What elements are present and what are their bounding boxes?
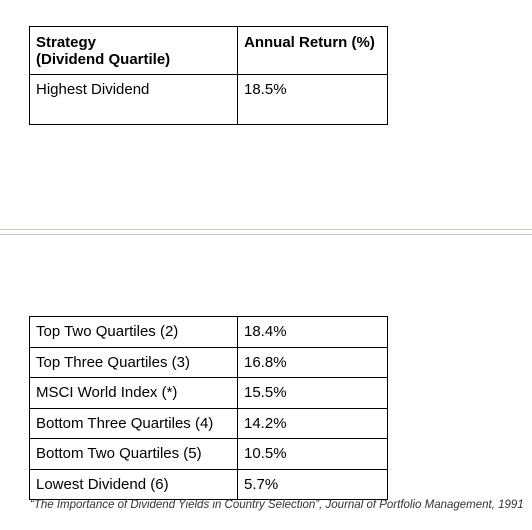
- strategy-cell: Highest Dividend: [30, 75, 238, 125]
- strategy-cell: MSCI World Index (*): [30, 378, 238, 409]
- table-row: [30, 378, 388, 409]
- returns-table-top: [29, 26, 388, 125]
- strategy-cell: Top Two Quartiles (2): [30, 317, 238, 348]
- table-row: [30, 317, 388, 348]
- return-cell: 5.7%: [238, 469, 388, 500]
- returns-table-bottom: [29, 316, 388, 500]
- strategy-cell: Top Three Quartiles (3): [30, 347, 238, 378]
- header-strategy-line2: (Dividend Quartile): [36, 51, 171, 68]
- return-cell: 15.5%: [238, 378, 388, 409]
- table-row: [30, 439, 388, 470]
- strategy-cell: Bottom Three Quartiles (4): [30, 408, 238, 439]
- return-cell: 18.4%: [238, 317, 388, 348]
- source-citation: “The Importance of Dividend Yields in Country Selection”, Journal of Portfolio Management, 1991: [30, 499, 524, 511]
- return-cell: 14.2%: [238, 408, 388, 439]
- header-strategy: [30, 27, 238, 75]
- table-row: [30, 469, 388, 500]
- page-break-line: [0, 234, 532, 235]
- strategy-cell: Lowest Dividend (6): [30, 469, 238, 500]
- return-cell: 10.5%: [238, 439, 388, 470]
- return-cell: 18.5%: [238, 75, 388, 125]
- header-strategy-line1: Strategy: [36, 34, 97, 51]
- table-row: [30, 75, 388, 125]
- table-row: [30, 347, 388, 378]
- header-annual-return: Annual Return (%): [238, 27, 388, 75]
- table-row: [30, 408, 388, 439]
- return-cell: 16.8%: [238, 347, 388, 378]
- table-header-row: [30, 27, 388, 75]
- page-break-line: [0, 229, 532, 230]
- strategy-cell: Bottom Two Quartiles (5): [30, 439, 238, 470]
